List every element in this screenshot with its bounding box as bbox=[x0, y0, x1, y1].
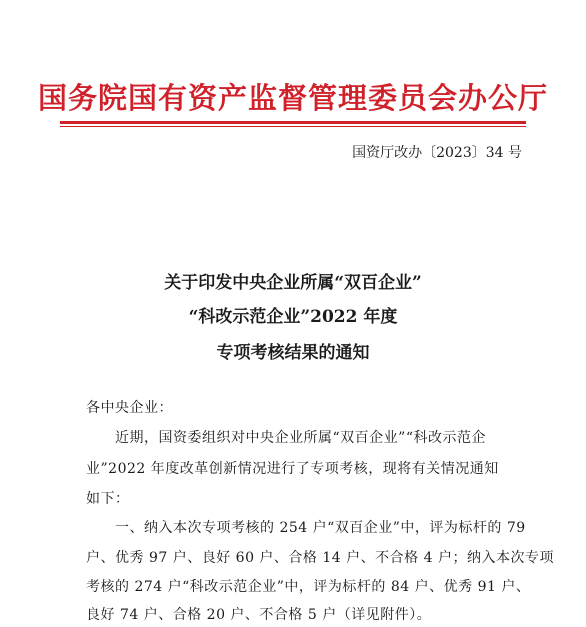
salutation: 各中央企业： bbox=[86, 400, 173, 416]
paragraph-2-line-1: 一、纳入本次专项考核的 254 户“双百企业”中，评为标杆的 79 bbox=[86, 520, 526, 536]
title-line-1: 关于印发中央企业所属“双百企业” bbox=[164, 273, 422, 293]
paragraph-1-line-1: 近期，国资委组织对中央企业所属“双百企业”“科改示范企 bbox=[86, 430, 486, 446]
paragraph-1-line-2: 业”2022 年度改革创新情况进行了专项考核，现将有关情况通知 bbox=[86, 461, 499, 477]
paragraph-2-line-4: 良好 74 户、合格 20 户、不合格 5 户（详见附件）。 bbox=[86, 607, 432, 623]
organization-header: 国务院国有资产监督管理委员会办公厅 bbox=[37, 81, 548, 115]
paragraph-1-line-3: 如下： bbox=[86, 491, 130, 507]
paragraph-2-line-2: 户、优秀 97 户、良好 60 户、合格 14 户、不合格 4 户；纳入本次专项 bbox=[86, 550, 554, 566]
header-red-rule-thick bbox=[60, 121, 526, 124]
document-number: 国资厅改办〔2023〕34 号 bbox=[352, 145, 522, 161]
paragraph-2-line-3: 考核的 274 户“科改示范企业”中，评为标杆的 84 户、优秀 91 户、 bbox=[86, 579, 531, 595]
header-red-rule-thin bbox=[60, 126, 526, 127]
title-line-3: 专项考核结果的通知 bbox=[216, 343, 370, 363]
title-line-2: “科改示范企业”2022 年度 bbox=[188, 307, 398, 327]
